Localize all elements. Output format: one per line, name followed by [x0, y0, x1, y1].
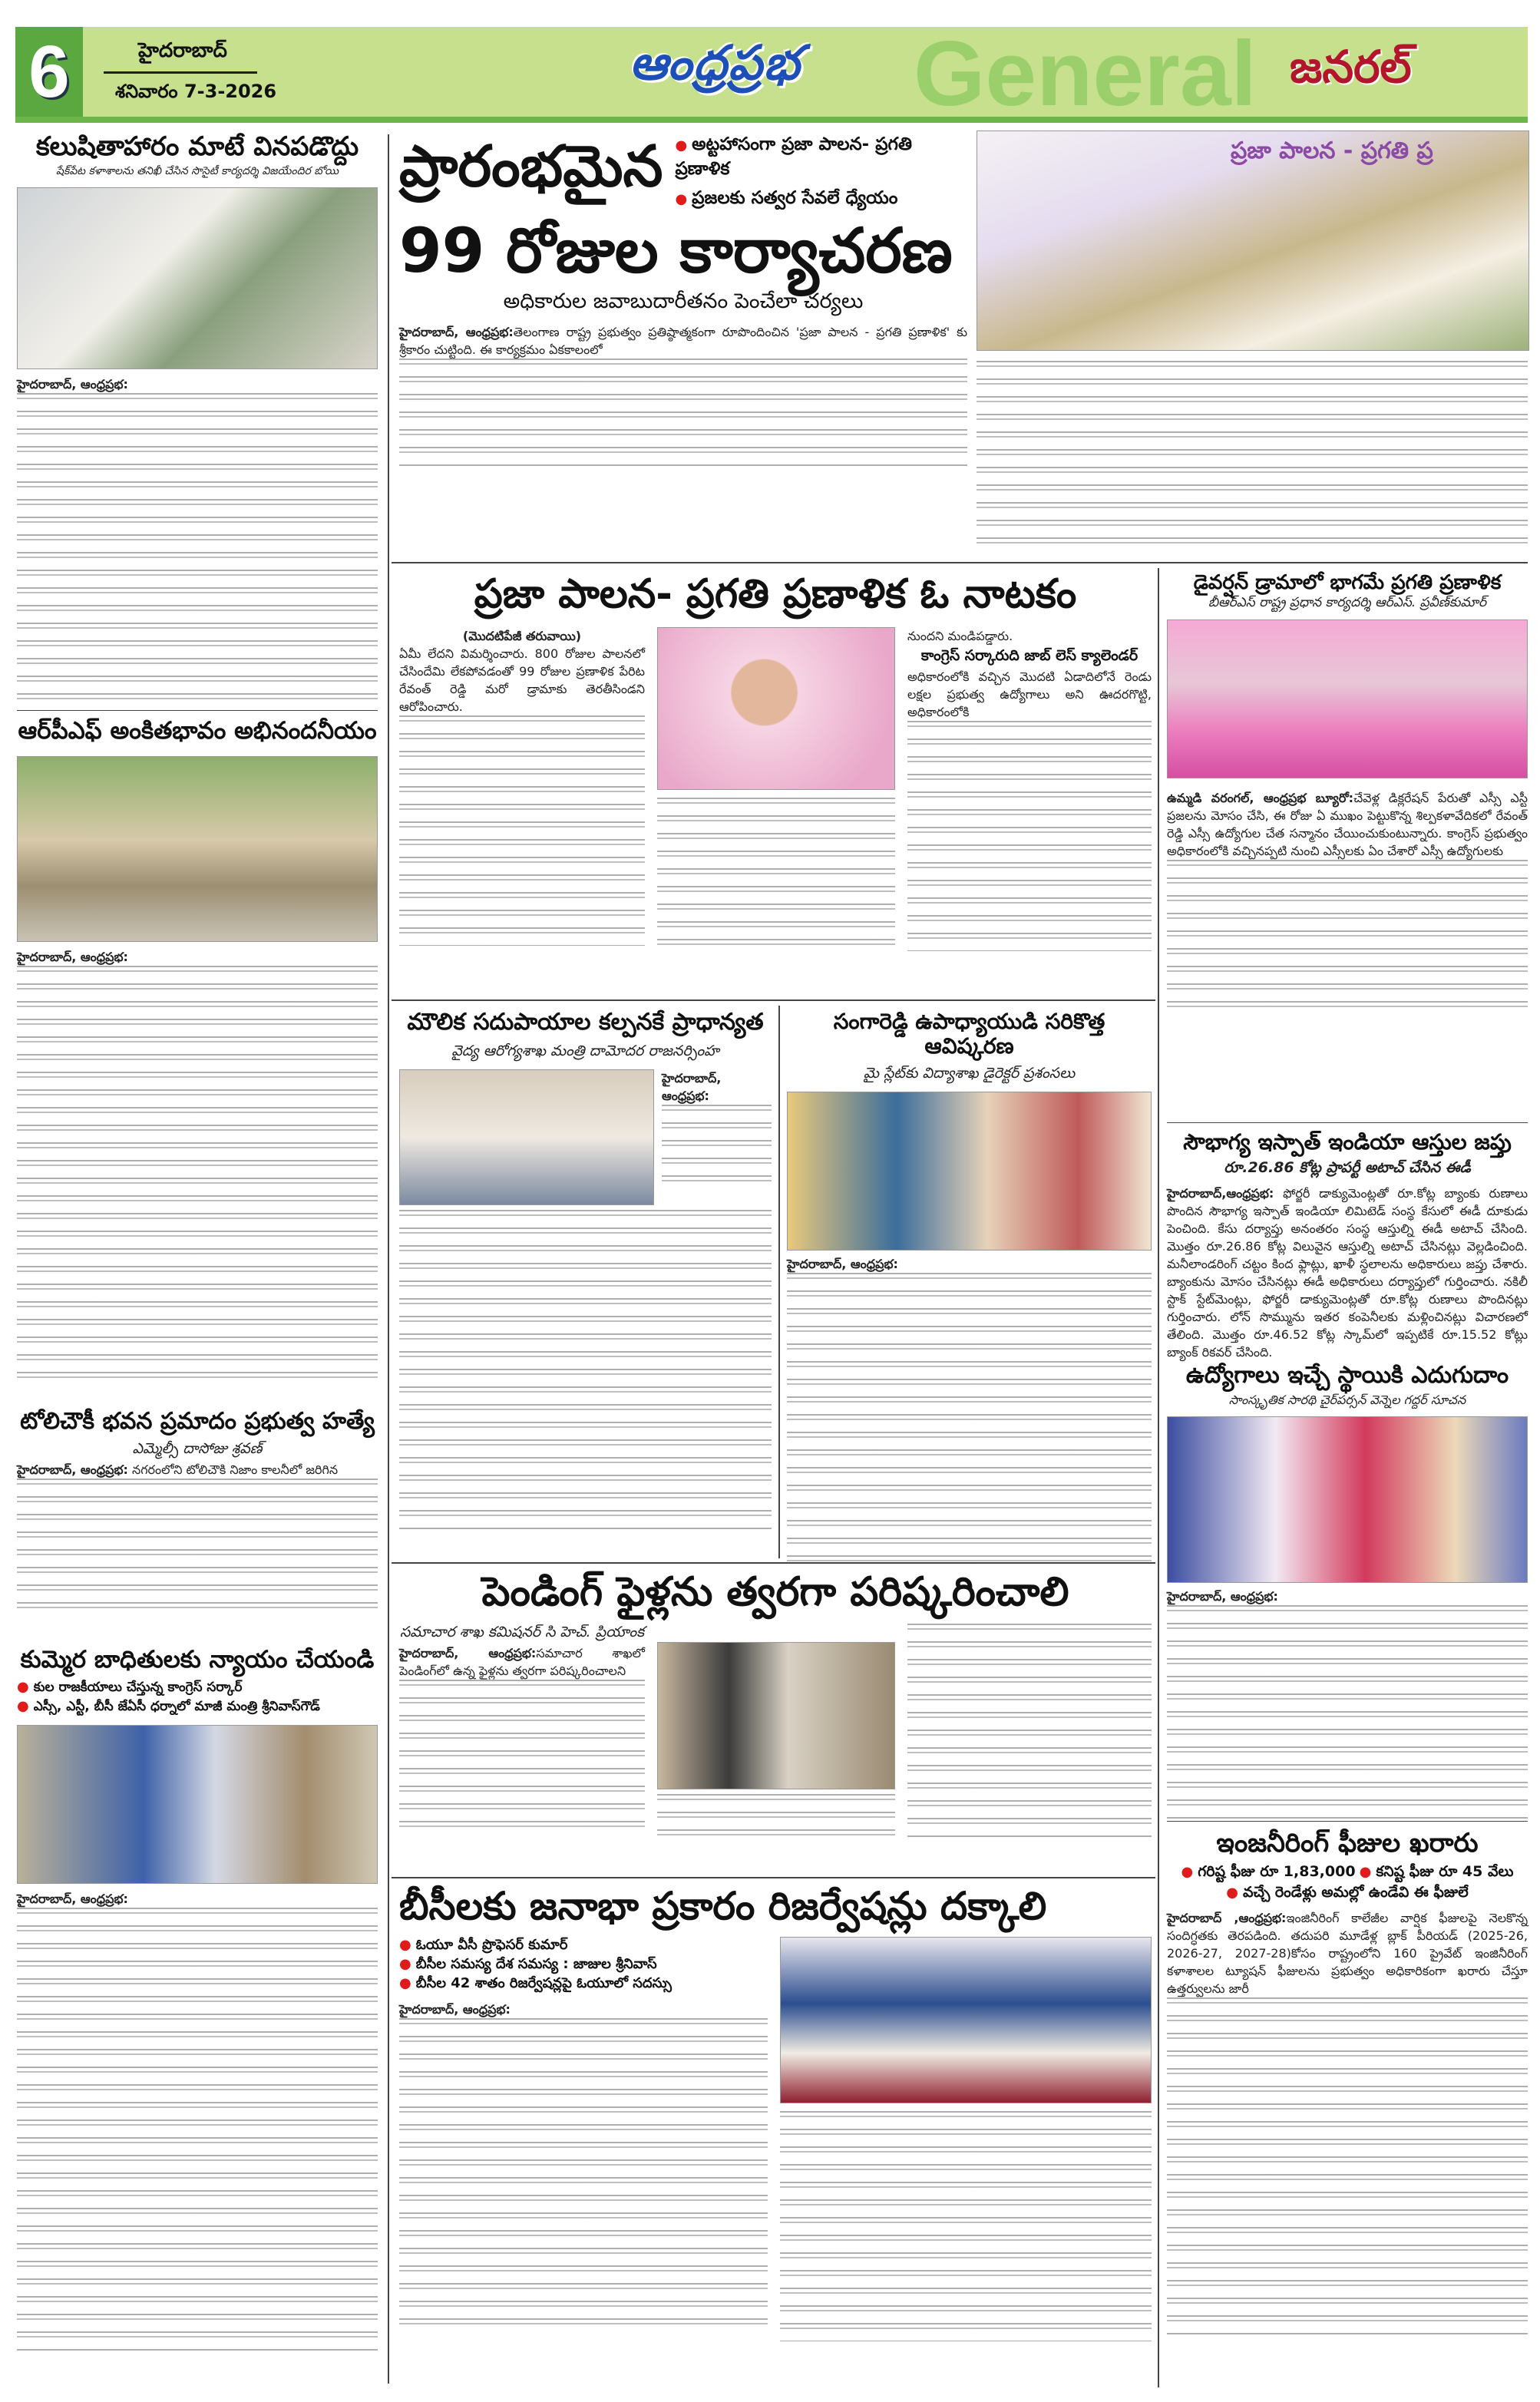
body-text: సమాచార శాఖలో పెండింగ్‌లో ఉన్న ఫైళ్లను త్వరగా పరిష్కరించాలని	[399, 1645, 645, 1678]
subhead: సాంస్కృతిక సారథి చైర్‌పర్సన్ వెన్నెల గద్దర్ సూచన	[1228, 1392, 1466, 1407]
headline: సౌభాగ్య ఇస్పాత్ ఇండియా ఆస్తుల జప్తు	[1183, 1129, 1512, 1155]
subhead: వైద్య ఆరోగ్యశాఖ మంత్రి దామోదర రాజనర్సింహ	[451, 1042, 719, 1059]
headline: ఉద్యోగాలు ఇచ్చే స్థాయికి ఎదుగుదాం	[1185, 1362, 1509, 1389]
body-text-block	[17, 1908, 378, 2353]
article-photo	[657, 627, 895, 790]
headline: డైవర్షన్ డ్రామాలో భాగమే ప్రగతి ప్రణాళిక	[1193, 571, 1502, 594]
subhead: ఎమ్మెల్సీ దాసోజు శ్రవణ్	[132, 1439, 263, 1457]
column	[399, 627, 645, 946]
bullet: ● ఎస్సీ, ఎస్టీ, బీసీ జేఏసీ ధర్నాలో మాజీ మంత్రి శ్రీనివాస్‌గౌడ్	[17, 1698, 378, 1717]
body-text-block	[657, 1794, 895, 1840]
headline: కుమ్మెర బాధితులకు న్యాయం చేయండి	[20, 1646, 375, 1673]
article-photo	[780, 1937, 1152, 2103]
body-text-block	[399, 715, 645, 946]
edition-city: హైదరాబాద్	[138, 39, 227, 62]
headline: సంగారెడ్డి ఉపాధ్యాయుడి సరికొత్త ఆవిష్కరణ	[833, 1009, 1105, 1059]
headline: కలుషితాహారం మాటే వినపడొద్దు	[35, 131, 359, 162]
column	[657, 627, 895, 951]
body-text-block	[1167, 1605, 1528, 1820]
article-kummera	[17, 1647, 378, 2353]
article-photo	[657, 1642, 895, 1789]
column	[657, 1624, 895, 1840]
column	[780, 1937, 1152, 2341]
article-natakam	[399, 572, 1152, 951]
dateline: హైదరాబాద్, ఆంధ్రప్రభ:	[399, 325, 514, 339]
body-text-block	[787, 1273, 1152, 1564]
dateline: హైదరాబాద్, ఆంధ్రప్రభ:	[787, 1257, 898, 1272]
lead-subhead: అధికారుల జవాబుదారీతనం పెంచేలా చర్యలు	[503, 289, 864, 313]
article-sangareddy	[787, 1009, 1152, 1564]
body-text: తెలంగాణ రాష్ట్ర ప్రభుత్వం ప్రతిష్ఠాత్మకంగా రూపొందించిన 'ప్రజా పాలన - ప్రగతి ప్రణాళిక' కు శ్రీకారం చుట్టింది. ఈ కార్యక్రమం ఏకకాలంలో	[399, 325, 968, 357]
headline: మౌలిక సదుపాయాల కల్పనకే ప్రాధాన్యత	[407, 1009, 764, 1036]
dateline: హైదరాబాద్, ఆంధ్రప్రభ:	[17, 377, 128, 392]
headline: బీసీలకు జనాభా ప్రకారం రిజర్వేషన్లు దక్కాలి	[399, 1884, 1047, 1928]
lead-photo	[977, 131, 1529, 351]
bullet: ● బీసీల 42 శాతం రిజర్వేషన్లపై ఓయూలో సదస్సు	[399, 1975, 768, 1994]
bullet: ● ప్రజలకు సత్వర సేవలే ధ్యేయం	[675, 188, 967, 213]
bullet: ● కుల రాజకీయాలు చేస్తున్న కాంగ్రెస్ సర్కార్	[17, 1679, 378, 1698]
divider	[104, 71, 257, 74]
body-text: ఫోర్జరీ డాక్యుమెంట్లతో రూ.కోట్ల బ్యాంకు రుణాలు పొందిన సౌభాగ్య ఇస్పాత్ ఇండియా లిమిటెడ్ సంస్థ కేసులో ఈడీ దూకుడు పెంచింది. కేసు దర్యాప్తు అనంతరం సంస్థ ఆస్తుల్ని ఈడీ అటాచ్ చేసింది. మొత్తం రూ.26.86 కోట్ల విలువైన ఆస్తుల్ని అటాచ్ చేసినట్లు వెల్లడించింది. మనీలాండరింగ్ చట్టం కింద ఫ్లాట్లు, ఖాళీ స్థలాలను అధికారులు జప్తు చేశారు. బ్యాంకును మోసం చేసినట్లు ఈడీ అధికారులు దర్యాప్తులో గుర్తించారు. నకిలీ స్టాక్ స్టేట్‌మెంట్లు, ఫోర్జరీ డాక్యుమెంట్లతో రూ.కోట్ల రుణాలు పొందినట్లు గుర్తించారు. లోన్ సొమ్మును ఇతర కంపెనీలకు మళ్లించినట్లు విచారణలో తేలింది. మొత్తం రూ.46.52 కోట్ల స్కామ్‌లో ఇప్పటికే రూ.15.52 కోట్లు బ్యాంక్ రికవర్ చేసింది.	[1167, 1186, 1528, 1360]
article-photo	[1167, 619, 1528, 778]
dateline: హైదరాబాద్, ఆంధ్రప్రభ:	[17, 1462, 128, 1477]
lead-headline-line1: ప్రారంభమైన	[399, 134, 663, 200]
column	[399, 1624, 645, 1833]
divider	[1167, 1821, 1528, 1822]
bullet: ● కనిష్ట ఫీజు రూ 45 వేలు	[1360, 1863, 1514, 1880]
article-photo	[17, 187, 378, 369]
section-watermark: General	[914, 22, 1257, 125]
body-text-block	[907, 721, 1152, 951]
bullet: ● వచ్చే రెండేళ్లు అమల్లో ఉండేవి ఈ ఫీజులే	[1226, 1884, 1468, 1901]
bullet: ● గరిష్ట ఫీజు రూ 1,83,000	[1181, 1863, 1355, 1880]
subhead: రూ.26.86 కోట్ల ప్రాపర్టీ అటాచ్ చేసిన ఈడీ	[1224, 1159, 1471, 1177]
subhead: బీఆర్ఎస్ రాష్ట్ర ప్రధాన కార్యదర్శి ఆర్ఎస్. ప్రవీణ్‌కుమార్	[1208, 594, 1487, 610]
headline: ఆర్‌పీఎఫ్ అంకితభావం అభినందనీయం	[18, 717, 377, 745]
body-text-block	[17, 1479, 378, 1617]
divider	[17, 710, 378, 711]
body-text-block	[399, 1680, 645, 1833]
body-text-block	[977, 361, 1528, 553]
headline: ప్రజా పాలన- ప్రగతి ప్రణాళిక ఓ నాటకం	[474, 571, 1077, 617]
article-body	[17, 1461, 378, 1479]
divider	[392, 1562, 1155, 1564]
dateline: హైదరాబాద్, ఆంధ్రప్రభ:	[17, 949, 128, 964]
article-body	[17, 948, 378, 966]
article-photo	[17, 1725, 378, 1884]
body-text-block	[907, 1624, 1152, 1839]
article-soubhagya	[1167, 1130, 1528, 1361]
dateline: హైదరాబాద్, ఆంధ్రప్రభ:	[17, 1891, 128, 1906]
body-text: చేవెళ్ల డిక్లరేషన్ పేరుతో ఎస్సీ ఎస్టీ ప్రజలను మోసం చేసి, ఈ రోజు ఏ ముఖం పెట్టుకొన్న శిల్పకళావేదికలో రేవంత్ రెడ్డి ఎస్సీ ఉద్యోగుల చేత సన్మానం చేయించుకుంటున్నారు. కాంగ్రెస్ ప్రభుత్వం అధికారంలోకి వచ్చినప్పటి నుంచి ఎస్సీలకు ఏం చేశారో ఎస్సీ ఉద్యోగులకు	[1167, 790, 1528, 858]
article-tolichowki	[17, 1409, 378, 1617]
article-body	[1167, 789, 1528, 860]
article-body	[1167, 1909, 1528, 1997]
body-text: నుందని మండిపడ్డారు.	[907, 628, 1013, 643]
article-photo	[17, 756, 378, 942]
article-kalushita	[17, 132, 378, 700]
crosshead: కాంగ్రెస్ సర్కారుది జాబ్ లెస్ క్యాలెండర్	[920, 646, 1138, 664]
lead-article	[399, 134, 967, 466]
body-text-block	[17, 393, 378, 700]
bullet: ● ఓయూ వీసీ ప్రొఫెసర్ కుమార్	[399, 1937, 768, 1956]
dateline: హైదరాబాద్, ఆంధ్రప్రభ:	[399, 2001, 511, 2017]
dateline: హైదరాబాద్, ఆంధ్రప్రభ:	[662, 1070, 722, 1103]
body-text-block	[399, 1210, 772, 1532]
bullet: ● బీసీల సమస్య దేశ సమస్య : జాజుల శ్రీనివాస్	[399, 1956, 768, 1975]
subhead: మై స్లేట్‌కు విద్యాశాఖ డైరెక్టర్ ప్రశంసలు	[863, 1065, 1076, 1082]
dateline: హైదరాబాద్ ,ఆంధ్రప్రభ:	[1167, 1911, 1287, 1926]
bullet: ● అట్టహాసంగా ప్రజా పాలన- ప్రగతి ప్రణాళిక	[675, 134, 967, 183]
article-body	[1167, 1184, 1528, 1361]
article-udyogalu	[1167, 1363, 1528, 1820]
masthead	[15, 22, 1528, 125]
divider	[392, 1877, 1155, 1878]
continued-label: (మొదటిపేజీ తరువాయి)	[462, 628, 582, 643]
divider	[392, 999, 1155, 1001]
body-text-block	[1167, 1997, 1528, 2335]
edition-date: శనివారం 7-3-2026	[115, 81, 277, 102]
body-text-block	[657, 798, 895, 951]
article-body	[17, 375, 378, 393]
column-divider	[1158, 568, 1159, 2387]
body-text-block	[17, 966, 378, 1380]
lead-bullets	[675, 134, 967, 213]
body-text: ఏమీ లేదని విమర్శించారు. 800 రోజుల పాలనలో చేసిందేమి లేకపోవడంతో 99 రోజుల ప్రణాళిక పేరిట రేవంత్ రెడ్డి మరో డ్రామాకు తెరతీసిండని ఆరోపించారు.	[399, 646, 645, 714]
body-text: అధికారంలోకి వచ్చిన మొదటి ఏడాదిలోనే రెండు లక్షల ప్రభుత్వ ఉద్యోగాలు అని ఊదరగొట్టి, అధికారంలోకి	[907, 669, 1152, 719]
headline: టోలిచౌకీ భవన ప్రమాదం ప్రభుత్వ హత్యే	[20, 1408, 375, 1435]
article-pending	[399, 1570, 1152, 1840]
photo-banner-text: ప్రజా పాలన - ప్రగతి ప్ర	[1231, 137, 1433, 164]
body-text-block	[1167, 860, 1528, 1013]
section-title: జనరల్	[1290, 41, 1412, 93]
newspaper-logo: ఆంధ్రప్రభ	[630, 35, 801, 91]
article-photo	[399, 1069, 654, 1205]
body-text-block	[662, 1105, 772, 1189]
article-photo	[787, 1092, 1152, 1251]
divider	[1167, 1122, 1528, 1123]
column-divider	[778, 1006, 780, 1558]
article-body	[399, 323, 967, 358]
article-diversion	[1167, 572, 1528, 1013]
body-text-block	[399, 358, 967, 466]
divider	[392, 562, 1528, 563]
subhead: సమాచార శాఖ కమిషనర్ సి హెచ్. ప్రియాంక	[399, 1623, 645, 1640]
article-photo	[1167, 1416, 1528, 1583]
article-body	[17, 1890, 378, 1908]
column	[907, 627, 1152, 951]
column-divider	[388, 134, 389, 2384]
headline: ఇంజనీరింగ్ ఫీజుల ఖరారు	[1216, 1828, 1479, 1858]
body-text-block	[780, 2111, 1152, 2341]
dateline: హైదరాబాద్,ఆంధ్రప్రభ:	[1167, 1186, 1274, 1201]
dateline: హైదరాబాద్, ఆంధ్రప్రభ:	[1167, 1588, 1278, 1604]
dateline: హైదరాబాద్, ఆంధ్రప్రభ:	[399, 1645, 537, 1660]
article-engineering-fees	[1167, 1829, 1528, 2335]
dateline: ఉమ్మడి వరంగల్, ఆంధ్రప్రభ బ్యూరో:	[1167, 790, 1354, 805]
subhead: షేక్‌పేట కళాశాలను తనిఖీ చేసిన సొసైటీ కార్యదర్శి విజయేందిర బోయి	[56, 165, 339, 178]
page-number: 6	[15, 27, 83, 117]
article-rpf	[17, 718, 378, 1380]
body-text: నగరంలోని టోలిచౌకి నిజాం కాలనీలో జరిగిన	[131, 1462, 339, 1477]
article-bc	[399, 1885, 1152, 2341]
body-text: ఇంజినీరింగ్ కాలేజీల వార్షిక ఫీజులపై నెలకొన్న సందిగ్ధతకు తెరపడింది. తదుపరి మూడేళ్ల బ్లాక్ పీరియడ్ (2025-26, 2026-27, 2027-28)కోసం రాష్ట్రంలోని 160 ప్రైవేట్ ఇంజినీరింగ్ కళాశాలల ట్యూషన్ ఫీజులను ప్రభుత్వం అధికారికంగా ఖరారు చేస్తూ ఉత్తర్వులను జారీ	[1167, 1911, 1528, 1997]
article-moulika	[399, 1009, 772, 1532]
body-text-block	[399, 2018, 768, 2325]
column	[399, 1937, 768, 2325]
lead-headline-line2: 99 రోజుల కార్యాచరణ	[399, 215, 953, 286]
headline: పెండింగ్ ఫైళ్లను త్వరగా పరిష్కరించాలి	[481, 1569, 1069, 1615]
